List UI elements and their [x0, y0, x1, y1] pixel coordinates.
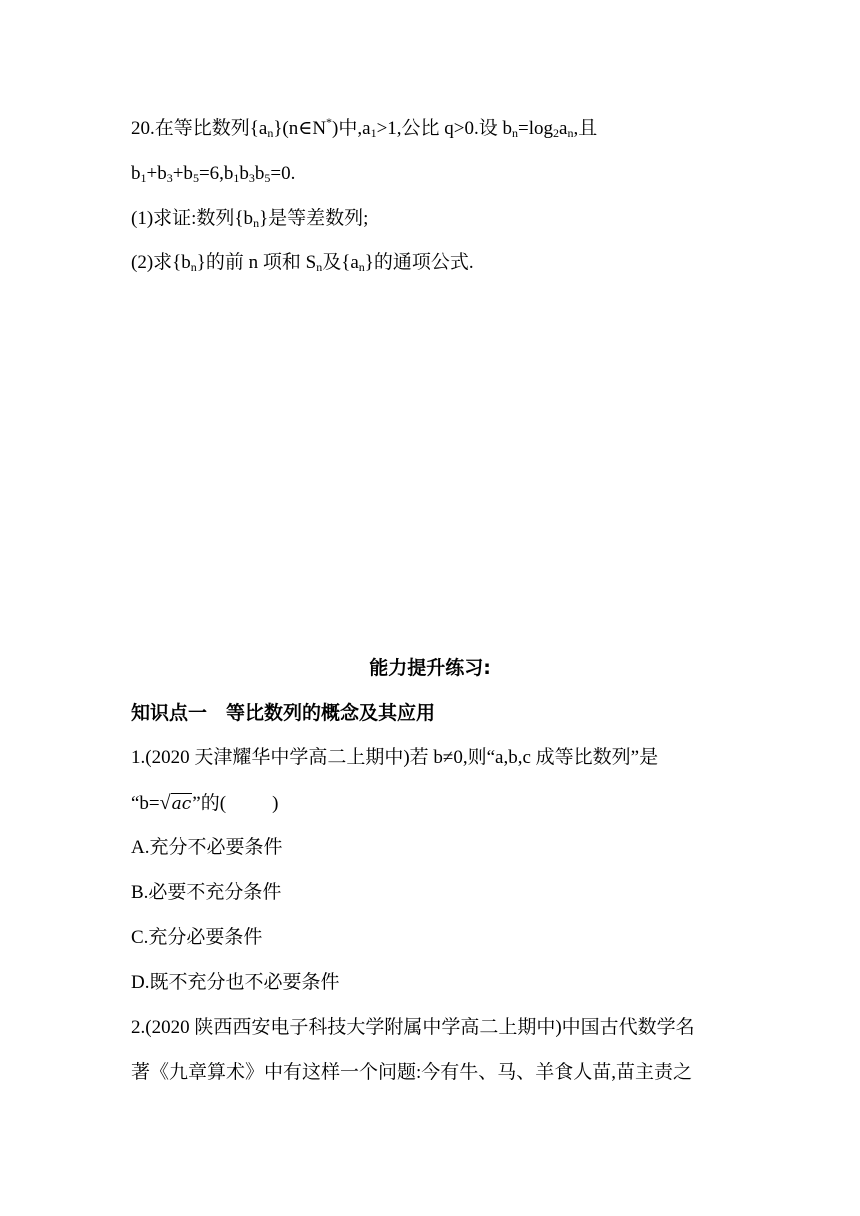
text: ): [272, 793, 279, 814]
text: b: [239, 163, 249, 184]
option-b: B.必要不充分条件: [131, 882, 282, 903]
option-c: C.充分必要条件: [131, 927, 263, 948]
problem-20-line-2: [131, 162, 295, 186]
text: }的前 n 项和 S: [196, 252, 317, 273]
text: ,且: [573, 118, 598, 139]
subscript: n: [358, 260, 365, 274]
subscript: 2: [553, 126, 559, 140]
subscript: 1: [233, 171, 240, 185]
subscript: n: [567, 126, 574, 140]
subscript: 3: [166, 171, 173, 185]
problem-20-part-1: [131, 207, 368, 231]
text: b: [131, 163, 141, 184]
text: b: [254, 163, 265, 184]
subscript: 5: [264, 171, 271, 185]
problem-20-line-1: [131, 117, 597, 141]
question-1-line-1: 1.(2020 天津耀华中学高二上期中)若 b≠0,则“a,b,c 成等比数列”是: [131, 747, 659, 768]
text: a: [559, 118, 568, 139]
text: 20.在等比数列{a: [131, 118, 268, 139]
text: }的通项公式.: [364, 252, 474, 273]
problem-20-part-2: [131, 251, 474, 275]
subscript: n: [316, 260, 323, 274]
text: =0.: [270, 163, 296, 184]
radicand: ac: [171, 794, 192, 814]
text: )中,a: [332, 118, 371, 139]
subscript: n: [267, 126, 274, 140]
question-2-line-1: 2.(2020 陕西西安电子科技大学附属中学高二上期中)中国古代数学名: [131, 1017, 695, 1038]
text: (1)求证:数列{b: [131, 208, 254, 229]
subscript: n: [512, 126, 518, 140]
text: =6,b: [198, 163, 234, 184]
subscript: 1: [140, 171, 147, 185]
text: }(n∈N: [273, 118, 327, 139]
subscript: 5: [192, 171, 199, 185]
text: “b=: [131, 793, 160, 814]
subscript: n: [190, 260, 197, 274]
section-title: 能力提升练习:: [369, 657, 491, 679]
text: =log: [518, 118, 553, 139]
subscript: 1: [370, 126, 377, 140]
text: +b: [172, 163, 193, 184]
text: >1,公比 q>0.设 b: [376, 118, 512, 139]
subscript: 3: [248, 171, 255, 185]
option-a: A.充分不必要条件: [131, 837, 283, 858]
knowledge-point-title: 知识点一 等比数列的概念及其应用: [131, 702, 436, 724]
radical-sign: √: [159, 792, 171, 814]
option-d: D.既不充分也不必要条件: [131, 972, 340, 993]
subscript: n: [253, 216, 260, 230]
text: (2)求{b: [131, 252, 191, 273]
text: }是等差数列;: [259, 208, 369, 229]
text: ”的(: [192, 793, 227, 814]
question-1-line-2: [131, 791, 278, 816]
square-root: [160, 791, 193, 816]
text: +b: [146, 163, 167, 184]
question-2-line-2: 著《九章算术》中有这样一个问题:今有牛、马、羊食人苗,苗主责之: [131, 1062, 693, 1083]
superscript: *: [326, 115, 333, 129]
text: 及{a: [322, 252, 359, 273]
